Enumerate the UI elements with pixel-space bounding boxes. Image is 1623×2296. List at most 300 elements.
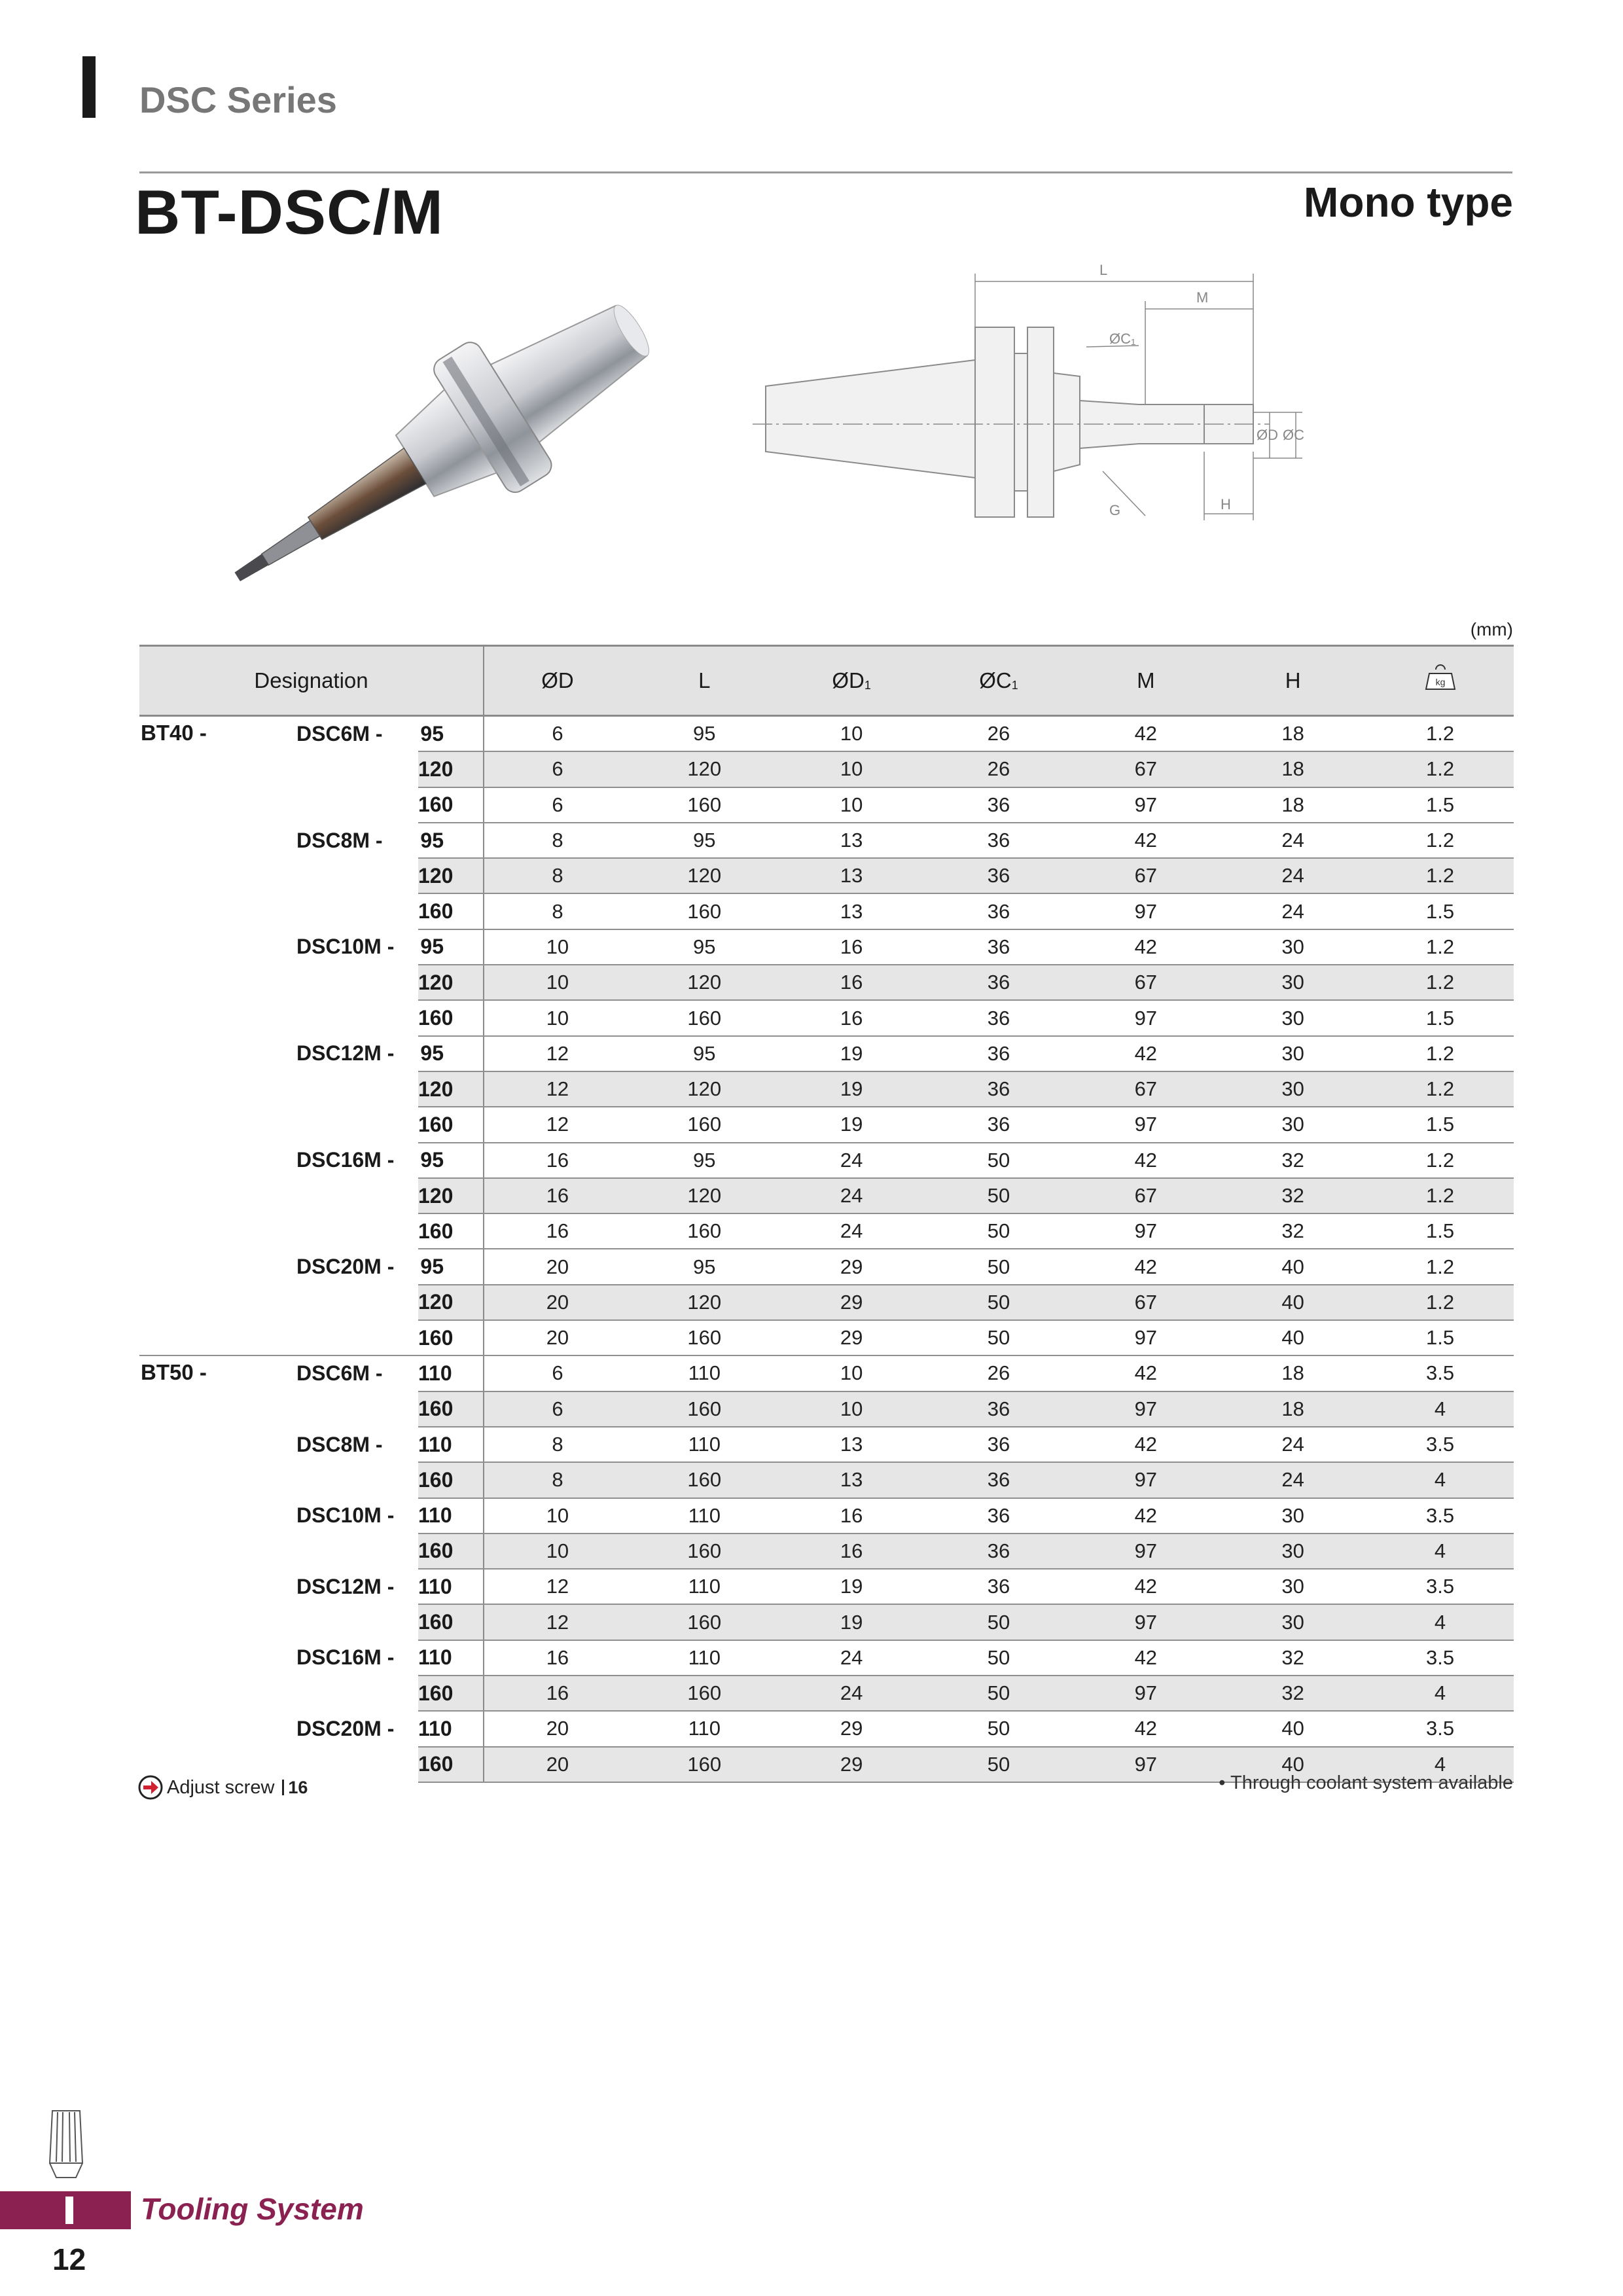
cell-d: 8 — [484, 1427, 631, 1462]
cell-d1: 29 — [778, 1285, 925, 1320]
cell-weight: 1.2 — [1366, 929, 1514, 965]
series-label — [294, 1071, 418, 1107]
table-row — [139, 751, 1514, 787]
table-row — [139, 823, 1514, 858]
table-row — [139, 1711, 1514, 1746]
series-title: DSC Series — [139, 79, 337, 120]
table-row — [139, 1000, 1514, 1035]
cell-d: 20 — [484, 1320, 631, 1355]
cell-weight: 1.5 — [1366, 787, 1514, 823]
cell-m: 42 — [1072, 1427, 1219, 1462]
cell-h: 24 — [1219, 858, 1366, 893]
cell-l: 160 — [631, 1107, 778, 1142]
table-row — [139, 858, 1514, 893]
cell-h: 30 — [1219, 965, 1366, 1000]
cell-weight: 4 — [1366, 1604, 1514, 1640]
table-row — [139, 893, 1514, 929]
cell-d1: 10 — [778, 751, 925, 787]
cell-m: 42 — [1072, 1249, 1219, 1284]
cell-l: 95 — [631, 823, 778, 858]
cell-c1: 50 — [925, 1143, 1073, 1178]
cell-weight: 1.2 — [1366, 716, 1514, 752]
unit-note: (mm) — [1470, 619, 1513, 639]
series-label — [294, 787, 418, 823]
dimension-drawing — [746, 255, 1400, 543]
table-row — [139, 1355, 1514, 1391]
dim-label-L: L — [1099, 262, 1108, 278]
cell-l: 160 — [631, 1534, 778, 1569]
header-d: ØD — [484, 646, 631, 716]
cell-d: 16 — [484, 1676, 631, 1711]
table-row — [139, 1143, 1514, 1178]
cell-c1: 36 — [925, 823, 1073, 858]
cell-m: 97 — [1072, 1320, 1219, 1355]
cell-m: 42 — [1072, 1640, 1219, 1676]
cell-m: 42 — [1072, 929, 1219, 965]
series-label: DSC10M - — [296, 1503, 395, 1528]
table-row — [139, 1071, 1514, 1107]
cell-d1: 24 — [778, 1178, 925, 1213]
cell-m: 42 — [1072, 1711, 1219, 1746]
dim-label-D: ØD — [1257, 427, 1278, 443]
cell-d1: 24 — [778, 1143, 925, 1178]
cell-d1: 16 — [778, 929, 925, 965]
cell-d1: 24 — [778, 1213, 925, 1249]
table-row — [139, 1107, 1514, 1142]
cell-m: 42 — [1072, 1143, 1219, 1178]
cell-l: 95 — [631, 1036, 778, 1071]
cell-d1: 19 — [778, 1107, 925, 1142]
series-label — [294, 965, 418, 1000]
cell-c1: 36 — [925, 1498, 1073, 1534]
table-row — [139, 1676, 1514, 1711]
cell-c1: 26 — [925, 716, 1073, 752]
type-label: Mono type — [1304, 179, 1513, 226]
table-row — [139, 1640, 1514, 1676]
cell-d1: 16 — [778, 1534, 925, 1569]
series-label — [294, 751, 418, 787]
page-number: 12 — [52, 2242, 86, 2276]
cell-m: 42 — [1072, 1498, 1219, 1534]
header-d1: ØD1 — [778, 646, 925, 716]
cell-l: 160 — [631, 1462, 778, 1498]
cell-d1: 13 — [778, 1427, 925, 1462]
footer-section-title: Tooling System — [141, 2192, 364, 2226]
cell-weight: 1.2 — [1366, 751, 1514, 787]
cell-size: 110 — [418, 1355, 484, 1391]
cell-weight: 3.5 — [1366, 1569, 1514, 1604]
cell-d1: 29 — [778, 1320, 925, 1355]
cell-d1: 19 — [778, 1604, 925, 1640]
series-label — [294, 1391, 418, 1427]
cell-l: 160 — [631, 787, 778, 823]
table-row — [139, 1285, 1514, 1320]
series-label: DSC6M - — [294, 1355, 418, 1391]
table-row — [139, 1036, 1514, 1071]
cell-size: 95 — [418, 1143, 484, 1178]
dim-label-H: H — [1221, 496, 1231, 512]
cell-size: 120 — [418, 1285, 484, 1320]
cell-weight: 1.5 — [1366, 1320, 1514, 1355]
cell-d1: 13 — [778, 858, 925, 893]
cell-weight: 3.5 — [1366, 1711, 1514, 1746]
cell-size: 120 — [418, 1178, 484, 1213]
cell-d: 12 — [484, 1071, 631, 1107]
cell-d: 12 — [484, 1604, 631, 1640]
cell-m: 42 — [1072, 1569, 1219, 1604]
cell-weight: 4 — [1366, 1462, 1514, 1498]
cell-d: 20 — [484, 1285, 631, 1320]
cell-h: 18 — [1219, 787, 1366, 823]
cell-size: 120 — [418, 751, 484, 787]
cell-d: 16 — [484, 1213, 631, 1249]
cell-size: 110 — [418, 1498, 484, 1534]
cell-h: 30 — [1219, 1498, 1366, 1534]
cell-weight: 3.5 — [1366, 1427, 1514, 1462]
series-label: DSC16M - — [296, 1645, 395, 1670]
cell-weight: 1.2 — [1366, 1285, 1514, 1320]
cell-m: 67 — [1072, 1071, 1219, 1107]
cell-h: 24 — [1219, 1462, 1366, 1498]
cell-h: 32 — [1219, 1143, 1366, 1178]
cell-l: 120 — [631, 965, 778, 1000]
cell-m: 42 — [1072, 1355, 1219, 1391]
cell-l: 95 — [631, 716, 778, 752]
group-label: BT40 - — [141, 721, 207, 745]
cell-l: 110 — [631, 1427, 778, 1462]
cell-size: 95 — [418, 716, 484, 752]
cell-weight: 1.5 — [1366, 1000, 1514, 1035]
cell-weight: 3.5 — [1366, 1640, 1514, 1676]
cell-l: 120 — [631, 1071, 778, 1107]
table-row — [139, 716, 1514, 752]
series-label — [294, 1178, 418, 1213]
series-label — [294, 1107, 418, 1142]
cell-l: 110 — [631, 1711, 778, 1746]
cell-h: 40 — [1219, 1320, 1366, 1355]
cell-d1: 16 — [778, 1498, 925, 1534]
cell-h: 30 — [1219, 1036, 1366, 1071]
cell-h: 40 — [1219, 1747, 1366, 1782]
cell-m: 97 — [1072, 1747, 1219, 1782]
series-label: DSC16M - — [296, 1148, 395, 1172]
cell-weight: 1.2 — [1366, 1143, 1514, 1178]
cell-h: 18 — [1219, 751, 1366, 787]
cell-weight: 1.2 — [1366, 1249, 1514, 1284]
cell-c1: 36 — [925, 1569, 1073, 1604]
cell-h: 30 — [1219, 1071, 1366, 1107]
cell-d1: 10 — [778, 1355, 925, 1391]
cell-d1: 29 — [778, 1711, 925, 1746]
table-row — [139, 1534, 1514, 1569]
cell-d: 6 — [484, 1391, 631, 1427]
cell-weight: 1.2 — [1366, 823, 1514, 858]
cell-c1: 36 — [925, 1036, 1073, 1071]
series-label — [294, 1213, 418, 1249]
cell-size: 160 — [418, 1107, 484, 1142]
cell-size: 120 — [418, 858, 484, 893]
cell-m: 42 — [1072, 716, 1219, 752]
cell-l: 160 — [631, 1391, 778, 1427]
cell-l: 95 — [631, 1249, 778, 1284]
cell-m: 67 — [1072, 1178, 1219, 1213]
cell-size: 160 — [418, 1320, 484, 1355]
cell-h: 32 — [1219, 1640, 1366, 1676]
cell-c1: 26 — [925, 1355, 1073, 1391]
cell-l: 120 — [631, 858, 778, 893]
cell-size: 110 — [418, 1640, 484, 1676]
table-row — [139, 1249, 1514, 1284]
cell-c1: 36 — [925, 893, 1073, 929]
cell-d: 6 — [484, 716, 631, 752]
cell-weight: 1.5 — [1366, 893, 1514, 929]
spec-table — [139, 645, 1514, 1783]
cell-d1: 16 — [778, 1000, 925, 1035]
cell-m: 97 — [1072, 1462, 1219, 1498]
cell-weight: 4 — [1366, 1676, 1514, 1711]
cell-l: 120 — [631, 1178, 778, 1213]
cell-c1: 36 — [925, 929, 1073, 965]
cell-weight: 1.2 — [1366, 1036, 1514, 1071]
cell-d1: 13 — [778, 893, 925, 929]
coolant-note: • Through coolant system available — [1219, 1772, 1513, 1793]
cell-c1: 50 — [925, 1213, 1073, 1249]
cell-size: 160 — [418, 1534, 484, 1569]
header-l: L — [631, 646, 778, 716]
cell-c1: 50 — [925, 1640, 1073, 1676]
arrow-circle-icon — [138, 1775, 163, 1800]
cell-d1: 19 — [778, 1569, 925, 1604]
cell-d: 10 — [484, 1498, 631, 1534]
cell-d1: 29 — [778, 1747, 925, 1782]
cell-d1: 13 — [778, 1462, 925, 1498]
product-title: BT-DSC/M — [135, 177, 444, 247]
cell-size: 95 — [418, 929, 484, 965]
series-label: DSC20M - — [296, 1255, 395, 1279]
series-label — [294, 1320, 418, 1355]
cell-l: 120 — [631, 751, 778, 787]
cell-weight: 1.2 — [1366, 858, 1514, 893]
table-row — [139, 1427, 1514, 1462]
cell-m: 67 — [1072, 1285, 1219, 1320]
series-label — [294, 1462, 418, 1498]
cell-weight: 3.5 — [1366, 1498, 1514, 1534]
cell-l: 160 — [631, 1320, 778, 1355]
cell-size: 160 — [418, 1213, 484, 1249]
cell-m: 97 — [1072, 893, 1219, 929]
cell-c1: 36 — [925, 1000, 1073, 1035]
header-m: M — [1072, 646, 1219, 716]
cell-c1: 50 — [925, 1711, 1073, 1746]
cell-weight: 1.2 — [1366, 1071, 1514, 1107]
cell-l: 160 — [631, 1000, 778, 1035]
cell-h: 18 — [1219, 1355, 1366, 1391]
adjust-screw-label: Adjust screw — [167, 1776, 275, 1798]
header-c1: ØC1 — [925, 646, 1073, 716]
series-label — [294, 1000, 418, 1035]
cell-d: 6 — [484, 751, 631, 787]
cell-weight: 3.5 — [1366, 1355, 1514, 1391]
cell-h: 24 — [1219, 1427, 1366, 1462]
table-header-row — [139, 646, 1514, 716]
series-label: DSC6M - — [296, 722, 383, 746]
cell-c1: 50 — [925, 1747, 1073, 1782]
series-label — [294, 858, 418, 893]
cell-m: 97 — [1072, 787, 1219, 823]
tool-holder-photo — [190, 275, 707, 615]
cell-m: 97 — [1072, 1107, 1219, 1142]
series-label: DSC10M - — [296, 935, 395, 959]
cell-size: 110 — [418, 1569, 484, 1604]
cell-c1: 50 — [925, 1178, 1073, 1213]
cell-d1: 10 — [778, 1391, 925, 1427]
cell-l: 95 — [631, 1143, 778, 1178]
cell-size: 160 — [418, 1462, 484, 1498]
cell-m: 42 — [1072, 823, 1219, 858]
cell-m: 97 — [1072, 1000, 1219, 1035]
cell-l: 95 — [631, 929, 778, 965]
cell-d1: 24 — [778, 1676, 925, 1711]
cell-d: 10 — [484, 965, 631, 1000]
cell-m: 97 — [1072, 1213, 1219, 1249]
cell-d: 8 — [484, 1462, 631, 1498]
cell-size: 160 — [418, 1604, 484, 1640]
table-row — [139, 1391, 1514, 1427]
cell-d1: 13 — [778, 823, 925, 858]
cell-d1: 10 — [778, 787, 925, 823]
cell-d: 10 — [484, 929, 631, 965]
cell-d1: 10 — [778, 716, 925, 752]
table-row — [139, 965, 1514, 1000]
cell-c1: 36 — [925, 1071, 1073, 1107]
adjust-screw-page-ref[interactable]: 16 — [288, 1777, 308, 1797]
cell-size: 95 — [418, 1249, 484, 1284]
cell-size: 95 — [418, 1036, 484, 1071]
cell-l: 110 — [631, 1569, 778, 1604]
cell-weight: 1.5 — [1366, 1107, 1514, 1142]
cell-d: 12 — [484, 1569, 631, 1604]
cell-weight: 4 — [1366, 1747, 1514, 1782]
series-label: DSC12M - — [296, 1574, 395, 1598]
cell-h: 30 — [1219, 929, 1366, 965]
cell-h: 30 — [1219, 1569, 1366, 1604]
cell-d: 20 — [484, 1711, 631, 1746]
cell-m: 67 — [1072, 751, 1219, 787]
cell-c1: 36 — [925, 1534, 1073, 1569]
cell-c1: 36 — [925, 1391, 1073, 1427]
cell-size: 160 — [418, 1000, 484, 1035]
cell-d: 12 — [484, 1036, 631, 1071]
cell-d: 8 — [484, 893, 631, 929]
cell-d: 20 — [484, 1747, 631, 1782]
cell-h: 30 — [1219, 1000, 1366, 1035]
group-label: BT50 - — [139, 1355, 294, 1782]
cell-weight: 4 — [1366, 1391, 1514, 1427]
cell-h: 24 — [1219, 893, 1366, 929]
header-designation: Designation — [139, 646, 484, 716]
cell-weight: 1.2 — [1366, 965, 1514, 1000]
series-label: DSC8M - — [296, 828, 383, 852]
cell-size: 110 — [418, 1711, 484, 1746]
cell-size: 120 — [418, 1071, 484, 1107]
cell-l: 160 — [631, 1213, 778, 1249]
cell-c1: 36 — [925, 1462, 1073, 1498]
series-label — [294, 1747, 418, 1782]
series-label — [294, 1285, 418, 1320]
cell-c1: 50 — [925, 1604, 1073, 1640]
cell-c1: 50 — [925, 1320, 1073, 1355]
cell-d1: 19 — [778, 1036, 925, 1071]
series-label: DSC8M - — [296, 1432, 383, 1456]
collet-icon — [46, 2104, 86, 2183]
cell-d1: 19 — [778, 1071, 925, 1107]
series-marker-bar — [82, 56, 96, 118]
series-label: DSC12M - — [296, 1041, 395, 1066]
series-label — [294, 1676, 418, 1711]
cell-m: 97 — [1072, 1604, 1219, 1640]
weight-unit-label: kg — [1435, 677, 1445, 687]
cell-d: 16 — [484, 1640, 631, 1676]
cell-h: 32 — [1219, 1178, 1366, 1213]
cell-d1: 16 — [778, 965, 925, 1000]
footer-bar-mark — [65, 2197, 73, 2224]
series-label — [294, 893, 418, 929]
cell-l: 160 — [631, 1604, 778, 1640]
cell-weight: 4 — [1366, 1534, 1514, 1569]
cell-m: 67 — [1072, 965, 1219, 1000]
adjust-screw-note[interactable] — [138, 1775, 308, 1800]
cell-c1: 50 — [925, 1285, 1073, 1320]
cell-h: 30 — [1219, 1604, 1366, 1640]
cell-h: 32 — [1219, 1213, 1366, 1249]
cell-h: 24 — [1219, 823, 1366, 858]
table-row — [139, 1604, 1514, 1640]
header-divider — [139, 171, 1512, 173]
table-row — [139, 787, 1514, 823]
table-row — [139, 1213, 1514, 1249]
table-row — [139, 1498, 1514, 1534]
cell-m: 67 — [1072, 858, 1219, 893]
weight-icon — [1424, 664, 1457, 692]
cell-d: 8 — [484, 858, 631, 893]
cell-h: 40 — [1219, 1285, 1366, 1320]
cell-m: 97 — [1072, 1391, 1219, 1427]
cell-size: 160 — [418, 1747, 484, 1782]
cell-m: 97 — [1072, 1676, 1219, 1711]
divider-bar — [282, 1780, 284, 1795]
cell-size: 160 — [418, 1676, 484, 1711]
header-weight — [1366, 646, 1514, 716]
cell-d: 6 — [484, 787, 631, 823]
cell-d: 16 — [484, 1143, 631, 1178]
header-h: H — [1219, 646, 1366, 716]
dim-label-G: G — [1109, 502, 1121, 518]
series-label — [294, 1534, 418, 1569]
cell-weight: 1.2 — [1366, 1178, 1514, 1213]
cell-size: 160 — [418, 1391, 484, 1427]
cell-size: 120 — [418, 965, 484, 1000]
cell-l: 160 — [631, 1747, 778, 1782]
cell-h: 40 — [1219, 1249, 1366, 1284]
cell-m: 97 — [1072, 1534, 1219, 1569]
cell-h: 40 — [1219, 1711, 1366, 1746]
cell-c1: 36 — [925, 787, 1073, 823]
dim-label-M: M — [1196, 289, 1209, 306]
cell-d: 12 — [484, 1107, 631, 1142]
cell-h: 30 — [1219, 1534, 1366, 1569]
cell-h: 32 — [1219, 1676, 1366, 1711]
cell-c1: 36 — [925, 965, 1073, 1000]
